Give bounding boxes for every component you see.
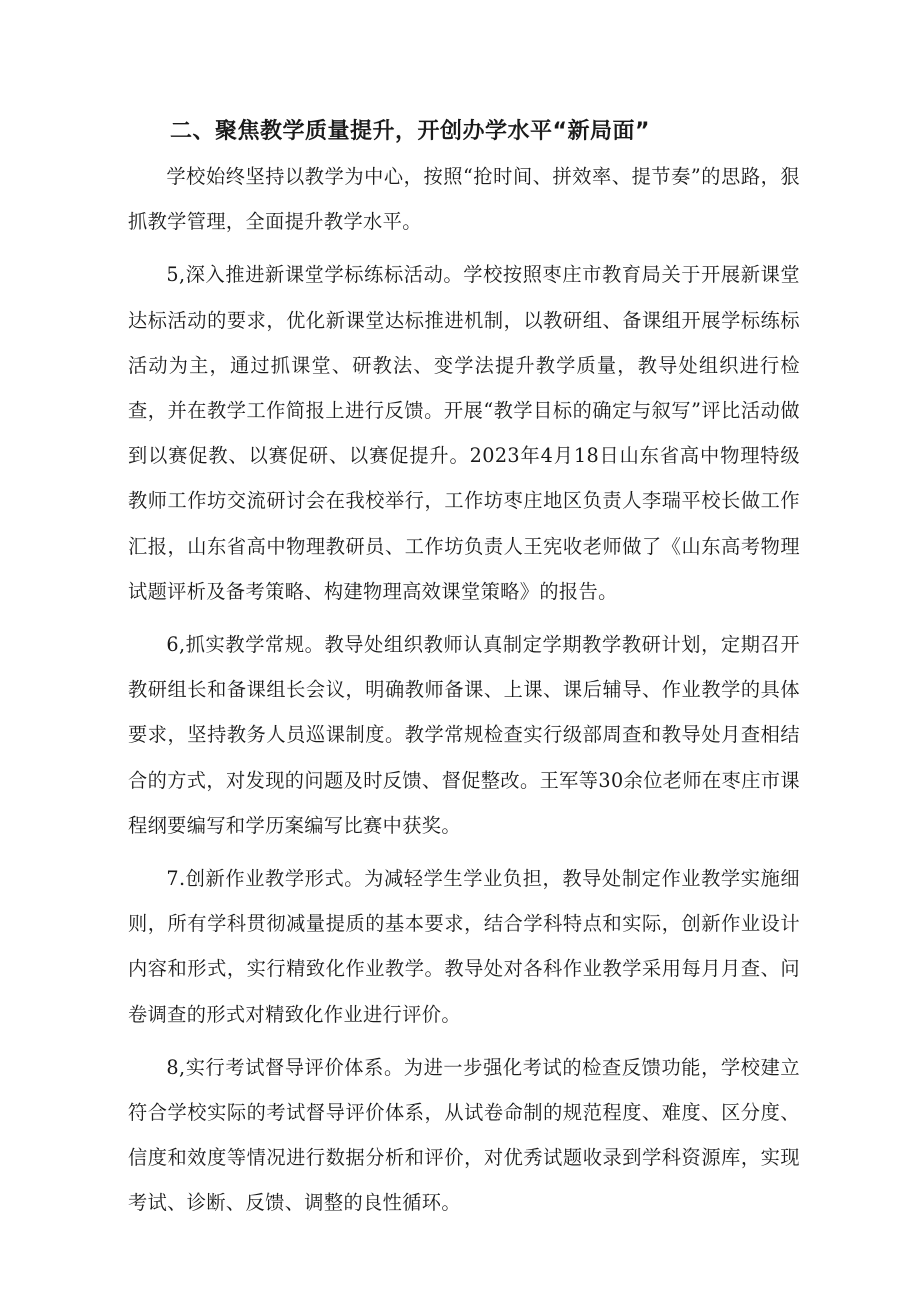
paragraph-item-7: 7.创新作业教学形式。为减轻学生学业负担，教导处制定作业教学实施细则，所有学科贯彻减量提质的基本要求，结合学科特点和实际，创新作业设计内容和形式，实行精致化作业教学。教导处对各科作业教学采用每月月查、问卷调查的形式对精致化作业进行评价。 [128,867,800,1026]
paragraph-item-8: 8,实行考试督导评价体系。为进一步强化考试的检查反馈功能，学校建立符合学校实际的考试督导评价体系，从试卷命制的规范程度、难度、区分度、信度和效度等情况进行数据分析和评价，对优秀试题收录到学科资源库，实现考试、诊断、反馈、调整的良性循环。 [128,1055,800,1215]
intro-paragraph: 学校始终坚持以教学为中心，按照“抢时间、拼效率、提节奏”的思路，狠抓教学管理，全面提升教学水平。 [128,165,800,234]
paragraph-item-5: 5,深入推进新课堂学标练标活动。学校按照枣庄市教育局关于开展新课堂达标活动的要求，优化新课堂达标推进机制，以教研组、备课组开展学标练标活动为主，通过抓课堂、研教法、变学法提升教学质量，教导处组织进行检查，并在教学工作简报上进行反馈。开展“教学目标的确定与叙写”评比活动做到以赛促教、以赛促研、以赛促提升。2023年4月18日山东省高中物理特级教师工作坊交流研讨会在我校举行，工作坊枣庄地区负责人李瑞平校长做工作汇报，山东省高中物理教研员、工作坊负责人王宪收老师做了《山东高考物理试题评析及备考策略、构建物理高效课堂策略》的报告。 [128,263,800,603]
section-heading: 二、聚焦教学质量提升，开创办学水平“新局面” [170,119,650,144]
paragraph-item-6: 6,抓实教学常规。教导处组织教师认真制定学期教学教研计划，定期召开教研组长和备课组长会议，明确教师备课、上课、课后辅导、作业教学的具体要求，坚持教务人员巡课制度。教学常规检查实行级部周查和教导处月查相结合的方式，对发现的问题及时反馈、督促整改。王军等30余位老师在枣庄市课程纲要编写和学历案编写比赛中获奖。 [128,633,800,837]
document-body [128,112,800,1234]
